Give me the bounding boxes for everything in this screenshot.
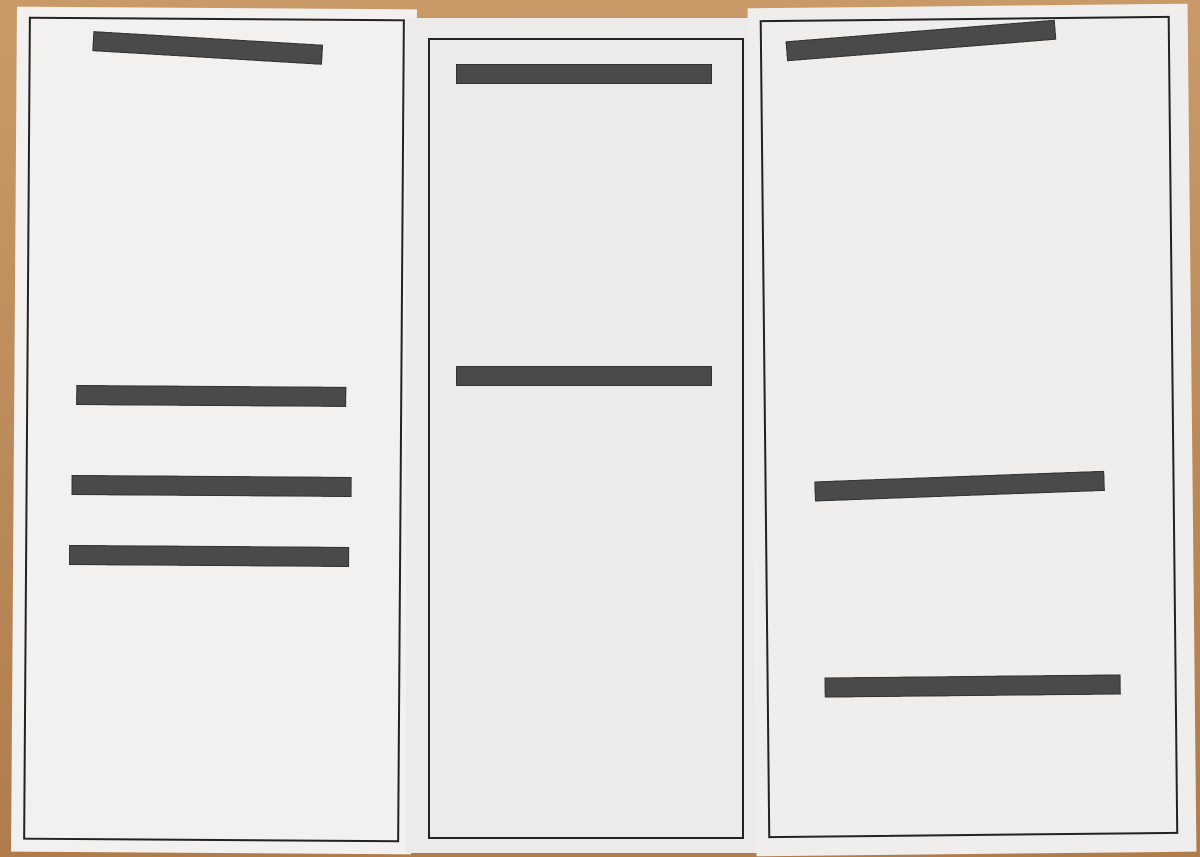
pasta-header (69, 545, 349, 567)
menu-panel-right (748, 4, 1197, 857)
dinner-header (825, 674, 1121, 697)
panel-border (428, 38, 744, 839)
panel-border (760, 16, 1179, 838)
salads-header (76, 385, 346, 407)
panel-border (23, 17, 405, 843)
menu-panel-middle (406, 18, 762, 853)
menu-panel-left (11, 7, 417, 855)
lunch-header (72, 475, 352, 497)
specialty-header (456, 366, 712, 386)
pizza-header (456, 64, 712, 84)
